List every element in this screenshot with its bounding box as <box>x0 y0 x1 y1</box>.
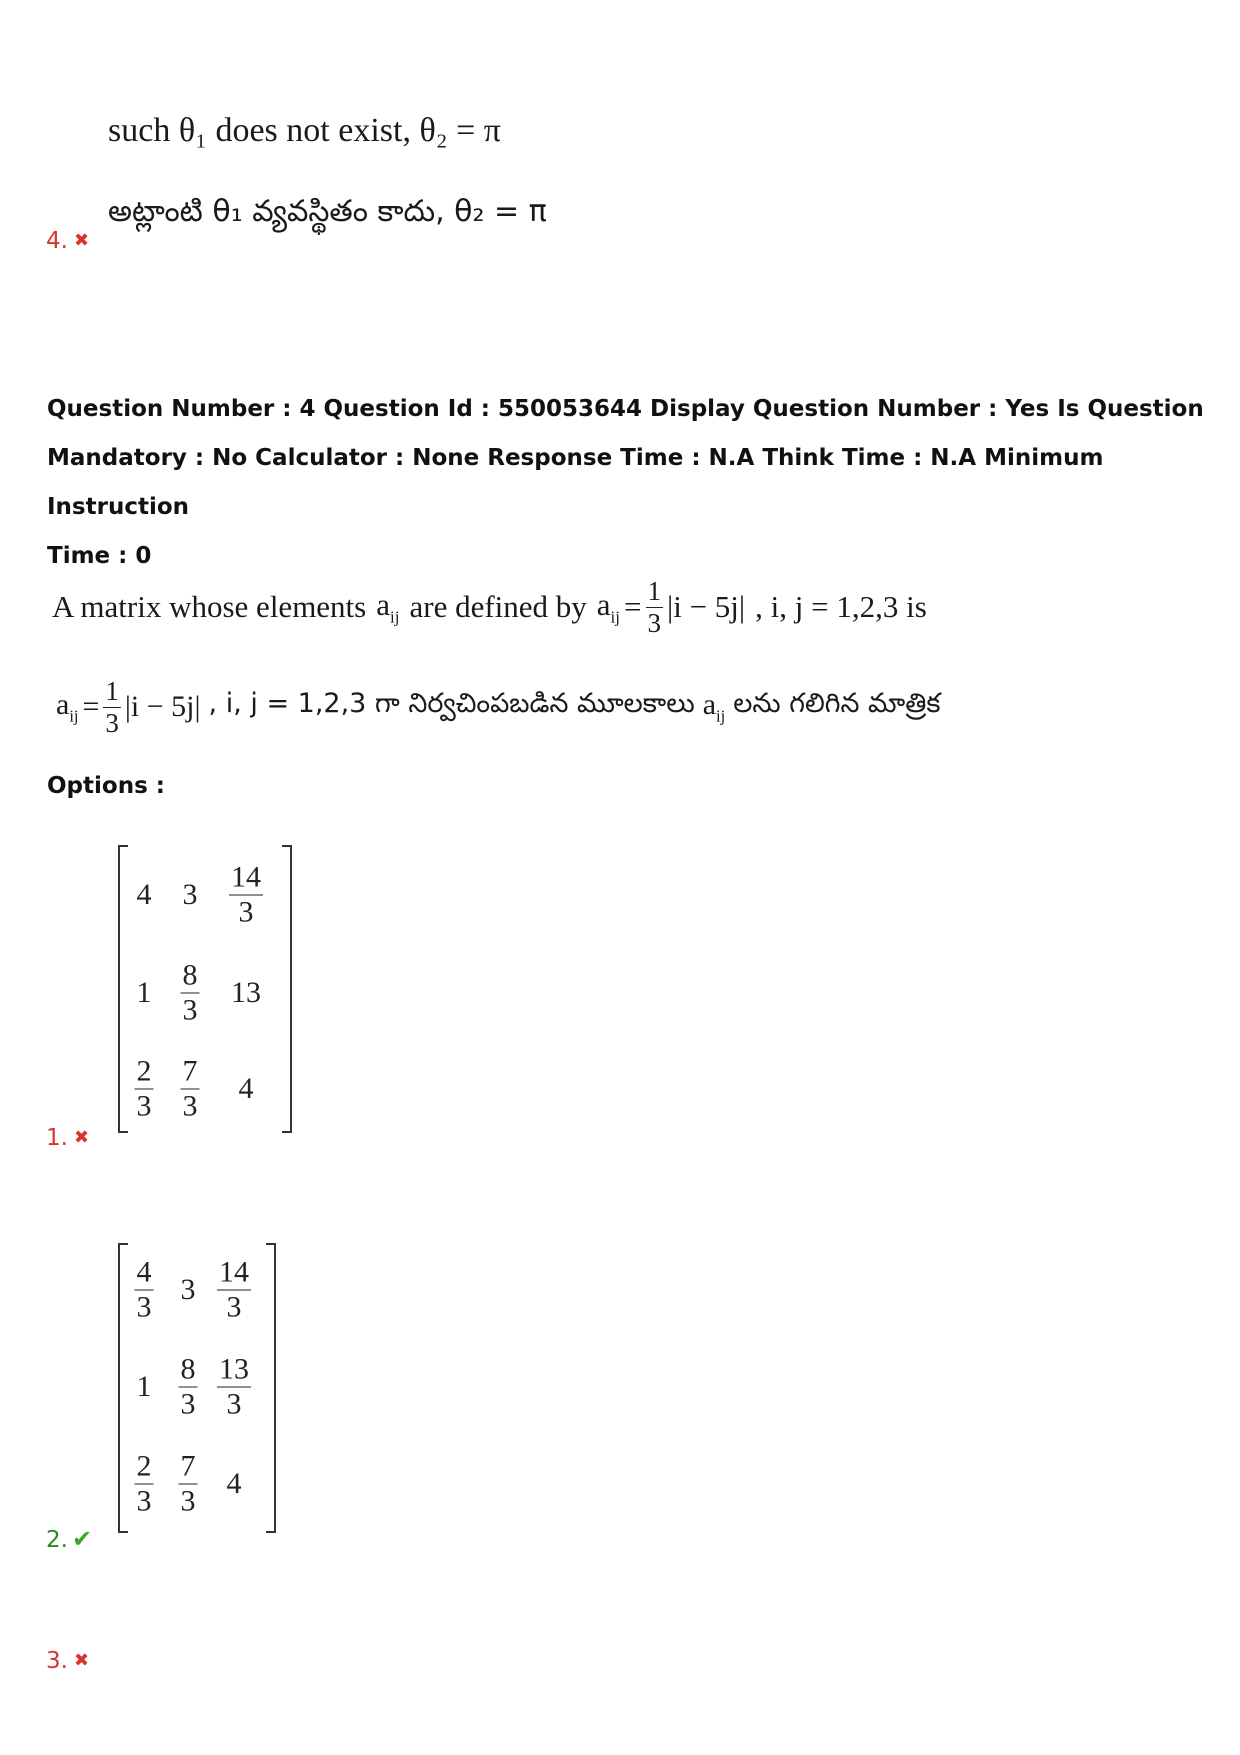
fraction-denominator: 3 <box>182 1089 198 1123</box>
question-text: A matrix whose elements <box>52 589 367 624</box>
check-icon: ✔ <box>71 1525 93 1553</box>
fraction-denominator: 3 <box>136 1290 152 1324</box>
question-text-en <box>52 562 927 652</box>
option-number: 2. <box>46 1527 68 1553</box>
fraction-numerator: 14 <box>219 1255 249 1289</box>
cross-icon: ✖ <box>73 1650 90 1671</box>
matrix-entry: 4 <box>226 1467 242 1500</box>
question-meta-line: Mandatory : No Calculator : None Response Time : N.A Think Time : N.A Minimum Instruction <box>47 445 1104 520</box>
fraction-denominator: 3 <box>226 1290 242 1324</box>
matrix-entry: 3 <box>180 1273 196 1306</box>
question-meta-line: Question Number : 4 Question Id : 550053644 Display Question Number : Yes Is Question <box>47 396 1204 422</box>
fraction-numerator: 8 <box>180 1352 196 1386</box>
formula: $a_{ij}$ = $\frac{1}{3}$ |i − 5j| <box>56 675 201 738</box>
fraction-numerator: 14 <box>231 860 261 894</box>
matrix-entry <box>179 1449 198 1518</box>
fraction-denominator: 3 <box>238 895 254 929</box>
options-label: Options : <box>47 773 165 799</box>
question-meta <box>47 385 1227 581</box>
matrix-entry <box>135 1054 154 1123</box>
cross-icon: ✖ <box>73 230 90 251</box>
matrix-entry <box>181 1054 200 1123</box>
option-3-label[interactable] <box>46 1648 89 1674</box>
matrix-entry <box>135 1255 154 1324</box>
option-number: 1. <box>46 1125 68 1151</box>
fraction-numerator: 13 <box>219 1352 249 1386</box>
prev-option-4-label <box>46 228 89 254</box>
matrix-entry: 4 <box>136 878 152 911</box>
option-number: 3. <box>46 1648 68 1674</box>
fraction-denominator: 3 <box>136 1089 152 1123</box>
matrix-entry <box>217 1255 251 1324</box>
matrix-bracket-left <box>118 1243 128 1533</box>
matrix-entry <box>217 1352 251 1421</box>
question-text: , i, j = 1,2,3 is <box>755 589 927 624</box>
question-text: , i, j = 1,2,3 గా నిర్వచింపబడిన మూలకాలు <box>208 688 695 719</box>
question-meta-line: Time : 0 <box>47 543 152 569</box>
question-text: లను గలిగిన మాత్రిక <box>733 688 941 719</box>
option-2-label[interactable] <box>46 1525 92 1553</box>
aij-symbol: $a_{ij}$ <box>702 687 726 726</box>
fraction-numerator: 2 <box>136 1054 152 1088</box>
fraction-denominator: 3 <box>182 993 198 1027</box>
prev-option-line-en: such θ₁ does not exist, θ₂ = π <box>108 112 501 149</box>
option-number: 4. <box>46 228 68 254</box>
fraction-numerator: 4 <box>136 1255 152 1289</box>
matrix-entry: 1 <box>136 1370 152 1403</box>
question-text-te <box>56 662 940 752</box>
fraction-numerator: 7 <box>180 1449 196 1483</box>
option-1-matrix <box>118 845 292 1133</box>
fraction-denominator: 3 <box>226 1387 242 1421</box>
matrix-entry <box>135 1449 154 1518</box>
matrix-bracket-right <box>282 845 292 1133</box>
matrix-bracket-right <box>266 1243 276 1533</box>
fraction-numerator: 2 <box>136 1449 152 1483</box>
aij-symbol: $a_{ij}$ <box>376 586 400 627</box>
question-text: are defined by <box>409 589 587 624</box>
fraction-denominator: 3 <box>136 1484 152 1518</box>
matrix-bracket-left <box>118 845 128 1133</box>
matrix-entry <box>179 1352 198 1421</box>
matrix-entry: 13 <box>231 976 261 1009</box>
option-2-matrix <box>118 1243 276 1533</box>
matrix-entry: 1 <box>136 976 152 1009</box>
matrix-entry <box>229 860 263 929</box>
fraction-denominator: 3 <box>180 1387 196 1421</box>
matrix-entry: 3 <box>182 878 198 911</box>
fraction-denominator: 3 <box>180 1484 196 1518</box>
formula: $a_{ij}$ = $\frac{1}{3}$ |i − 5j| <box>596 575 746 638</box>
option-1-label[interactable] <box>46 1125 89 1151</box>
fraction-numerator: 8 <box>182 958 198 992</box>
fraction-numerator: 7 <box>182 1054 198 1088</box>
prev-option-line-te: అట్లాంటి θ₁ వ్యవస్థితం కాదు, θ₂ = π <box>108 194 547 229</box>
cross-icon: ✖ <box>73 1127 90 1148</box>
matrix-entry <box>181 958 200 1027</box>
matrix-entry: 4 <box>238 1072 254 1105</box>
